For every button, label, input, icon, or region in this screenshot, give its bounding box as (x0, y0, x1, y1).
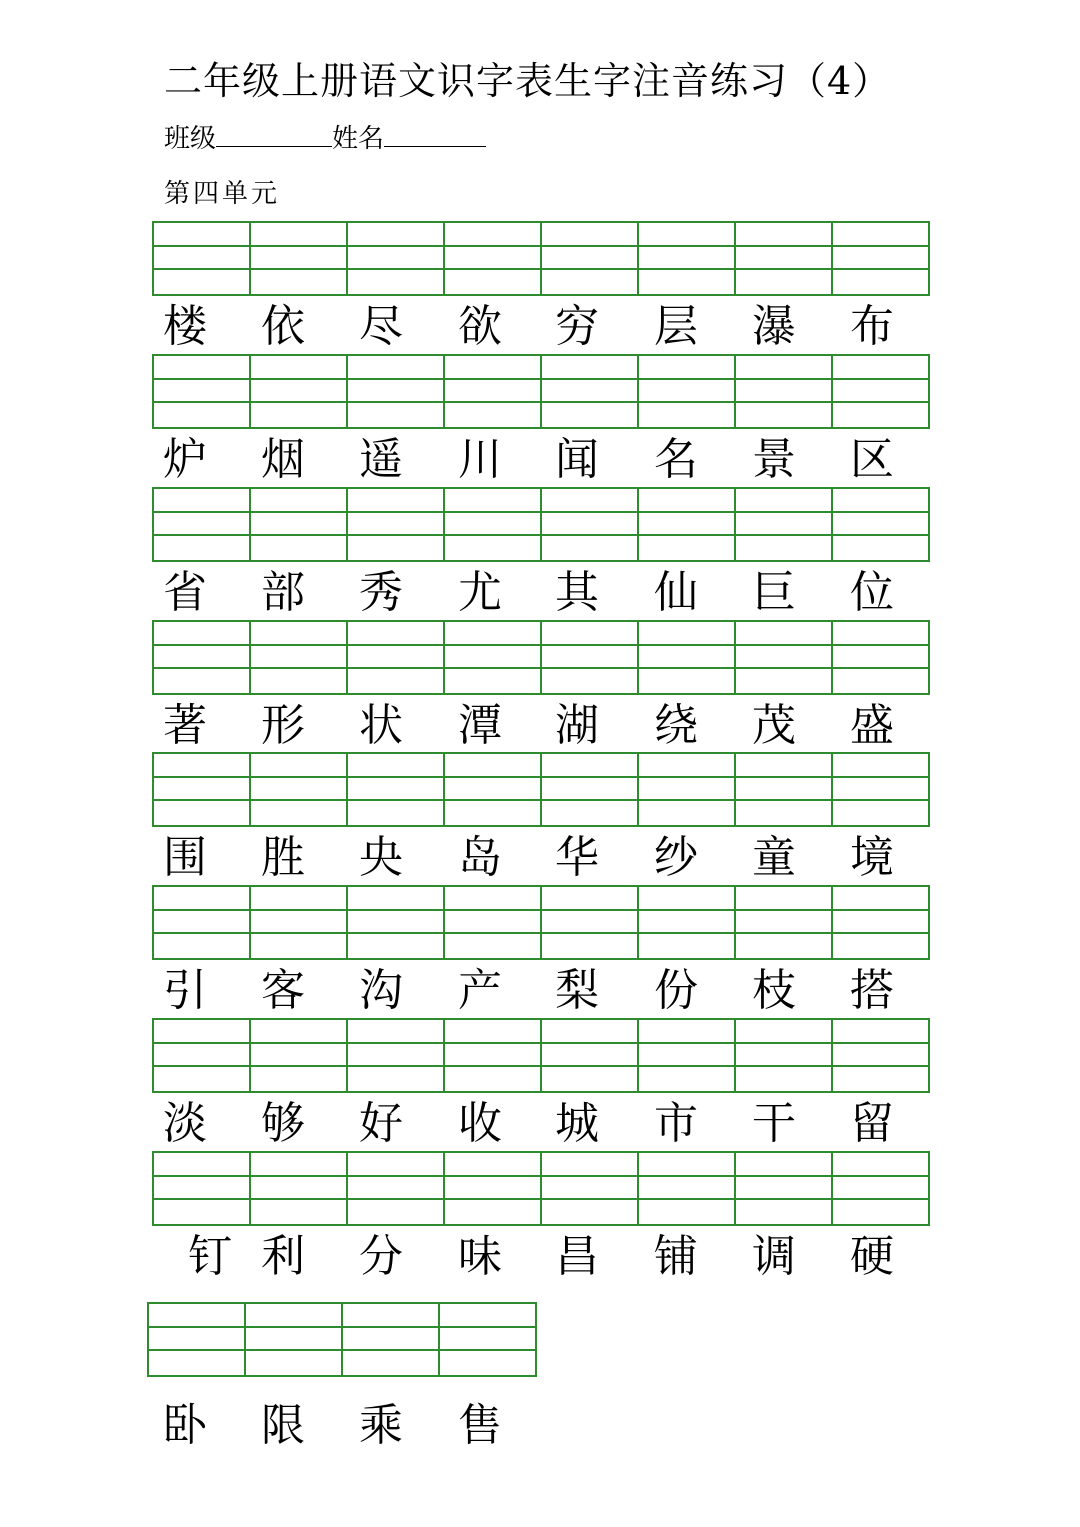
pinyin-cell[interactable] (348, 1153, 445, 1224)
hanzi-character: 闻 (555, 434, 599, 485)
hanzi-character: 梨 (555, 965, 599, 1016)
pinyin-cell[interactable] (736, 223, 833, 294)
pinyin-cell[interactable] (445, 1153, 542, 1224)
pinyin-cell[interactable] (154, 356, 251, 427)
pinyin-cell[interactable] (639, 356, 736, 427)
pinyin-cell[interactable] (542, 489, 639, 560)
hanzi-character: 城 (555, 1098, 599, 1149)
hanzi-character: 分 (359, 1231, 403, 1282)
hanzi-character: 穷 (555, 301, 599, 352)
hanzi-character: 遥 (359, 434, 403, 485)
pinyin-cell[interactable] (251, 622, 348, 693)
hanzi-character: 秀 (359, 567, 403, 618)
pinyin-cell[interactable] (639, 1153, 736, 1224)
pinyin-cell[interactable] (445, 887, 542, 958)
hanzi-character: 川 (458, 434, 502, 485)
name-blank[interactable] (384, 120, 486, 147)
hanzi-character: 围 (163, 832, 207, 883)
pinyin-grid-row (152, 885, 930, 960)
pinyin-cell[interactable] (251, 887, 348, 958)
hanzi-character: 著 (163, 700, 207, 751)
hanzi-character: 名 (654, 434, 698, 485)
pinyin-cell[interactable] (445, 622, 542, 693)
hanzi-character: 钉 (188, 1231, 232, 1282)
hanzi-character: 依 (261, 301, 305, 352)
hanzi-character: 引 (163, 965, 207, 1016)
pinyin-cell[interactable] (833, 887, 928, 958)
hanzi-character: 够 (261, 1098, 305, 1149)
pinyin-cell[interactable] (736, 1020, 833, 1091)
pinyin-cell[interactable] (542, 622, 639, 693)
hanzi-character: 盛 (850, 700, 894, 751)
pinyin-cell[interactable] (445, 1020, 542, 1091)
pinyin-cell[interactable] (246, 1304, 343, 1375)
pinyin-cell[interactable] (348, 489, 445, 560)
pinyin-cell[interactable] (736, 489, 833, 560)
pinyin-cell[interactable] (348, 223, 445, 294)
hanzi-character: 炉 (163, 434, 207, 485)
hanzi-character: 层 (654, 301, 698, 352)
hanzi-character: 份 (654, 965, 698, 1016)
pinyin-cell[interactable] (348, 356, 445, 427)
hanzi-character: 欲 (458, 301, 502, 352)
hanzi-character: 楼 (163, 301, 207, 352)
pinyin-cell[interactable] (639, 622, 736, 693)
pinyin-cell[interactable] (445, 754, 542, 825)
pinyin-cell[interactable] (348, 1020, 445, 1091)
hanzi-character: 淡 (163, 1098, 207, 1149)
hanzi-character: 市 (654, 1098, 698, 1149)
hanzi-character: 味 (458, 1231, 502, 1282)
pinyin-cell[interactable] (833, 489, 928, 560)
hanzi-character: 调 (752, 1231, 796, 1282)
pinyin-grid-row (152, 487, 930, 562)
pinyin-cell[interactable] (251, 223, 348, 294)
hanzi-character: 尽 (359, 301, 403, 352)
pinyin-cell[interactable] (736, 356, 833, 427)
pinyin-cell[interactable] (833, 622, 928, 693)
pinyin-cell[interactable] (154, 887, 251, 958)
hanzi-character: 乘 (359, 1400, 403, 1451)
pinyin-cell[interactable] (445, 356, 542, 427)
pinyin-cell[interactable] (154, 1020, 251, 1091)
pinyin-cell[interactable] (833, 356, 928, 427)
hanzi-character: 搭 (850, 965, 894, 1016)
pinyin-cell[interactable] (833, 1153, 928, 1224)
pinyin-cell[interactable] (154, 622, 251, 693)
hanzi-character: 绕 (654, 700, 698, 751)
hanzi-character: 客 (261, 965, 305, 1016)
pinyin-cell[interactable] (542, 1153, 639, 1224)
pinyin-cell[interactable] (348, 887, 445, 958)
pinyin-cell[interactable] (639, 1020, 736, 1091)
pinyin-grid-row (152, 1018, 930, 1093)
student-info-line (164, 120, 486, 157)
pinyin-cell[interactable] (251, 489, 348, 560)
hanzi-character: 境 (850, 832, 894, 883)
hanzi-character: 形 (261, 700, 305, 751)
pinyin-cell[interactable] (154, 754, 251, 825)
pinyin-cell[interactable] (154, 223, 251, 294)
pinyin-cell[interactable] (251, 356, 348, 427)
hanzi-character: 尤 (458, 567, 502, 618)
hanzi-character: 巨 (752, 567, 796, 618)
hanzi-character: 售 (458, 1400, 502, 1451)
pinyin-cell[interactable] (348, 622, 445, 693)
pinyin-cell[interactable] (542, 887, 639, 958)
pinyin-cell[interactable] (445, 489, 542, 560)
pinyin-cell[interactable] (639, 489, 736, 560)
pinyin-cell[interactable] (251, 1020, 348, 1091)
pinyin-cell[interactable] (154, 489, 251, 560)
pinyin-cell[interactable] (542, 754, 639, 825)
pinyin-cell[interactable] (736, 754, 833, 825)
pinyin-cell[interactable] (639, 223, 736, 294)
hanzi-character: 岛 (458, 832, 502, 883)
pinyin-cell[interactable] (542, 1020, 639, 1091)
pinyin-grid-row (152, 354, 930, 429)
hanzi-character: 潭 (458, 700, 502, 751)
hanzi-character: 状 (359, 700, 403, 751)
class-blank[interactable] (216, 120, 332, 147)
hanzi-character: 卧 (163, 1400, 207, 1451)
pinyin-cell[interactable] (833, 754, 928, 825)
pinyin-cell[interactable] (833, 223, 928, 294)
pinyin-grid-row (147, 1302, 537, 1377)
worksheet-title: 二年级上册语文识字表生字注音练习（4） (164, 59, 892, 103)
hanzi-character: 部 (261, 567, 305, 618)
hanzi-character: 铺 (654, 1231, 698, 1282)
pinyin-cell[interactable] (445, 223, 542, 294)
hanzi-character: 硬 (850, 1231, 894, 1282)
pinyin-cell[interactable] (833, 1020, 928, 1091)
hanzi-character: 胜 (261, 832, 305, 883)
hanzi-character: 产 (458, 965, 502, 1016)
hanzi-character: 利 (261, 1231, 305, 1282)
pinyin-cell[interactable] (149, 1304, 246, 1375)
hanzi-character: 景 (752, 434, 796, 485)
hanzi-character: 纱 (654, 832, 698, 883)
hanzi-character: 瀑 (752, 301, 796, 352)
pinyin-cell[interactable] (251, 1153, 348, 1224)
class-label: 班级 (164, 124, 217, 154)
name-label: 姓名 (332, 124, 385, 154)
pinyin-cell[interactable] (440, 1304, 535, 1375)
hanzi-character: 沟 (359, 965, 403, 1016)
hanzi-character: 烟 (261, 434, 305, 485)
hanzi-character: 留 (850, 1098, 894, 1149)
unit-heading: 第四单元 (164, 179, 281, 209)
hanzi-character: 限 (261, 1400, 305, 1451)
hanzi-character: 仙 (654, 567, 698, 618)
pinyin-grid-row (152, 752, 930, 827)
pinyin-cell[interactable] (639, 887, 736, 958)
pinyin-cell[interactable] (251, 754, 348, 825)
hanzi-character: 区 (850, 434, 894, 485)
hanzi-character: 华 (555, 832, 599, 883)
hanzi-character: 茂 (752, 700, 796, 751)
hanzi-character: 好 (359, 1098, 403, 1149)
pinyin-cell[interactable] (348, 754, 445, 825)
pinyin-cell[interactable] (154, 1153, 251, 1224)
pinyin-grid-row (152, 620, 930, 695)
hanzi-character: 枝 (752, 965, 796, 1016)
hanzi-character: 收 (458, 1098, 502, 1149)
hanzi-character: 其 (555, 567, 599, 618)
pinyin-cell[interactable] (343, 1304, 440, 1375)
hanzi-character: 省 (163, 567, 207, 618)
hanzi-character: 央 (359, 832, 403, 883)
hanzi-character: 位 (850, 567, 894, 618)
pinyin-cell[interactable] (542, 223, 639, 294)
hanzi-character: 干 (752, 1098, 796, 1149)
hanzi-character: 湖 (555, 700, 599, 751)
hanzi-character: 布 (850, 301, 894, 352)
pinyin-grid-row (152, 221, 930, 296)
hanzi-character: 童 (752, 832, 796, 883)
pinyin-cell[interactable] (736, 887, 833, 958)
pinyin-cell[interactable] (542, 356, 639, 427)
pinyin-cell[interactable] (639, 754, 736, 825)
pinyin-cell[interactable] (736, 1153, 833, 1224)
pinyin-grid-row (152, 1151, 930, 1226)
pinyin-cell[interactable] (736, 622, 833, 693)
hanzi-character: 昌 (555, 1231, 599, 1282)
